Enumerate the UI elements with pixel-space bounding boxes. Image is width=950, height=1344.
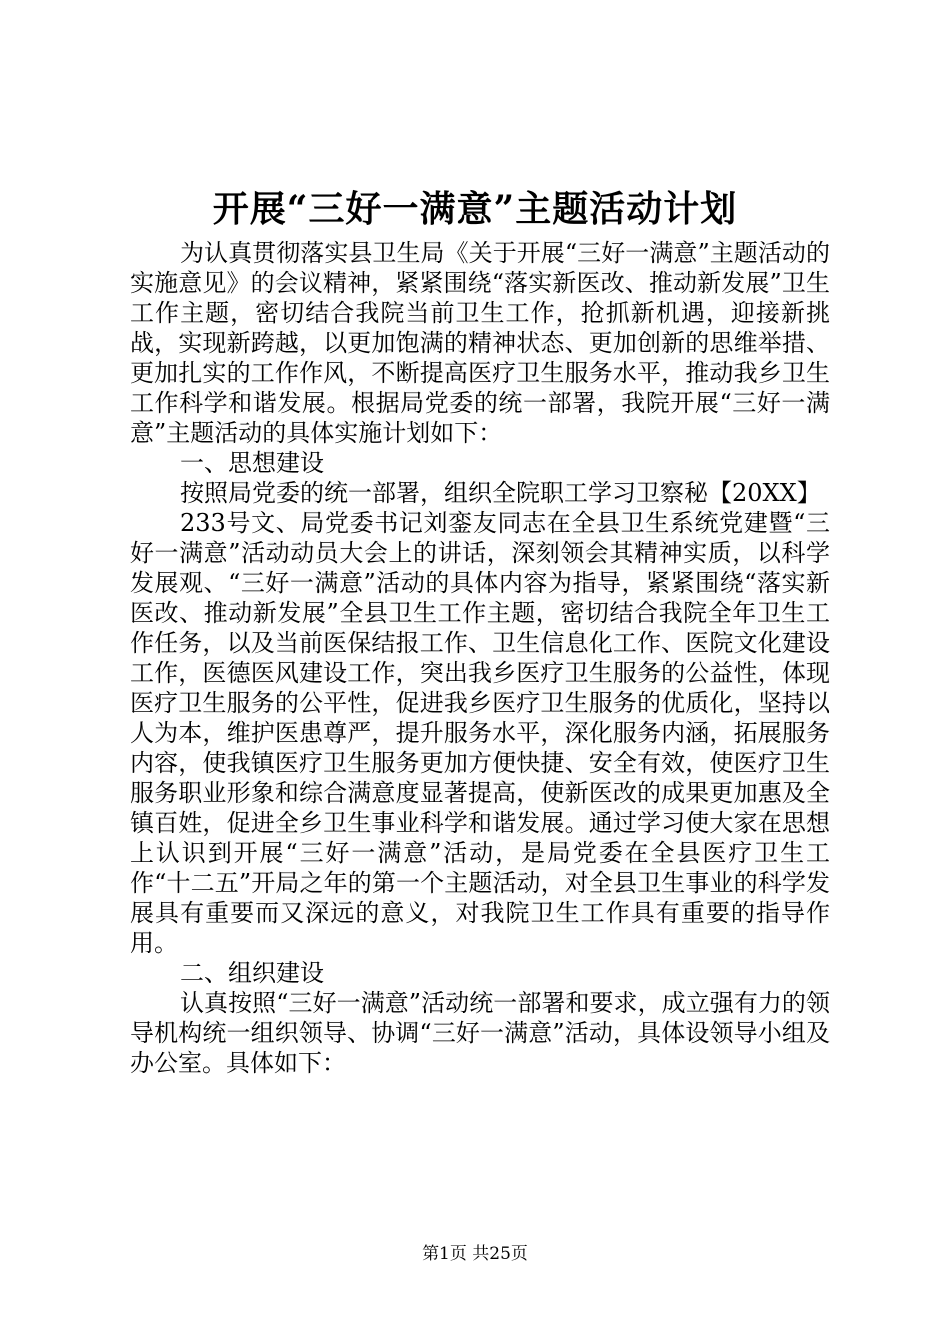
section-heading-ideology: 一、思想建设 [180, 449, 324, 477]
document-title: 开展“三好一满意”主题活动计划 [212, 188, 738, 230]
section-heading-organization: 二、组织建设 [180, 959, 324, 987]
organization-paragraph: 认真按照“三好一满意”活动统一部署和要求，成立强有力的领导机构统一组织领导、协调“三好一满意”活动，具体设领导小组及办公室。具体如下： [130, 989, 830, 1077]
document-body [130, 238, 830, 1078]
ideology-paragraph-start: 按照局党委的统一部署，组织全院职工学习卫察秘【20XX】 [180, 479, 821, 507]
page-number-footer: 第1页 共25页 [422, 1244, 528, 1264]
intro-paragraph: 为认真贯彻落实县卫生局《关于开展“三好一满意”主题活动的实施意见》的会议精神，紧紧围绕“落实新医改、推动新发展”卫生工作主题，密切结合我院当前卫生工作，抢抓新机遇，迎接新挑战，实现新跨越，以更加饱满的精神状态、更加创新的思维举措、更加扎实的工作作风，不断提高医疗卫生服务水平，推动我乡卫生工作科学和谐发展。根据局党委的统一部署，我院开展“三好一满意”主题活动的具体实施计划如下： [130, 239, 830, 447]
ideology-paragraph: 233号文、局党委书记刘銮友同志在全县卫生系统党建暨“三好一满意”活动动员大会上的讲话，深刻领会其精神实质，以科学发展观、“三好一满意”活动的具体内容为指导，紧紧围绕“落实新医改、推动新发展”全县卫生工作主题，密切结合我院全年卫生工作任务，以及当前医保结报工作、卫生信息化工作、医院文化建设工作，医德医风建设工作，突出我乡医疗卫生服务的公益性，体现医疗卫生服务的公平性，促进我乡医疗卫生服务的优质化，坚持以人为本，维护医患尊严，提升服务水平，深化服务内涵，拓展服务内容，使我镇医疗卫生服务更加方便快捷、安全有效，使医疗卫生服务职业形象和综合满意度显著提高，使新医改的成果更加惠及全镇百姓，促进全乡卫生事业科学和谐发展。通过学习使大家在思想上认识到开展“三好一满意”活动，是局党委在全县医疗卫生工作“十二五”开局之年的第一个主题活动，对全县卫生事业的科学发展具有重要而又深远的意义，对我院卫生工作具有重要的指导作用。 [130, 509, 830, 957]
